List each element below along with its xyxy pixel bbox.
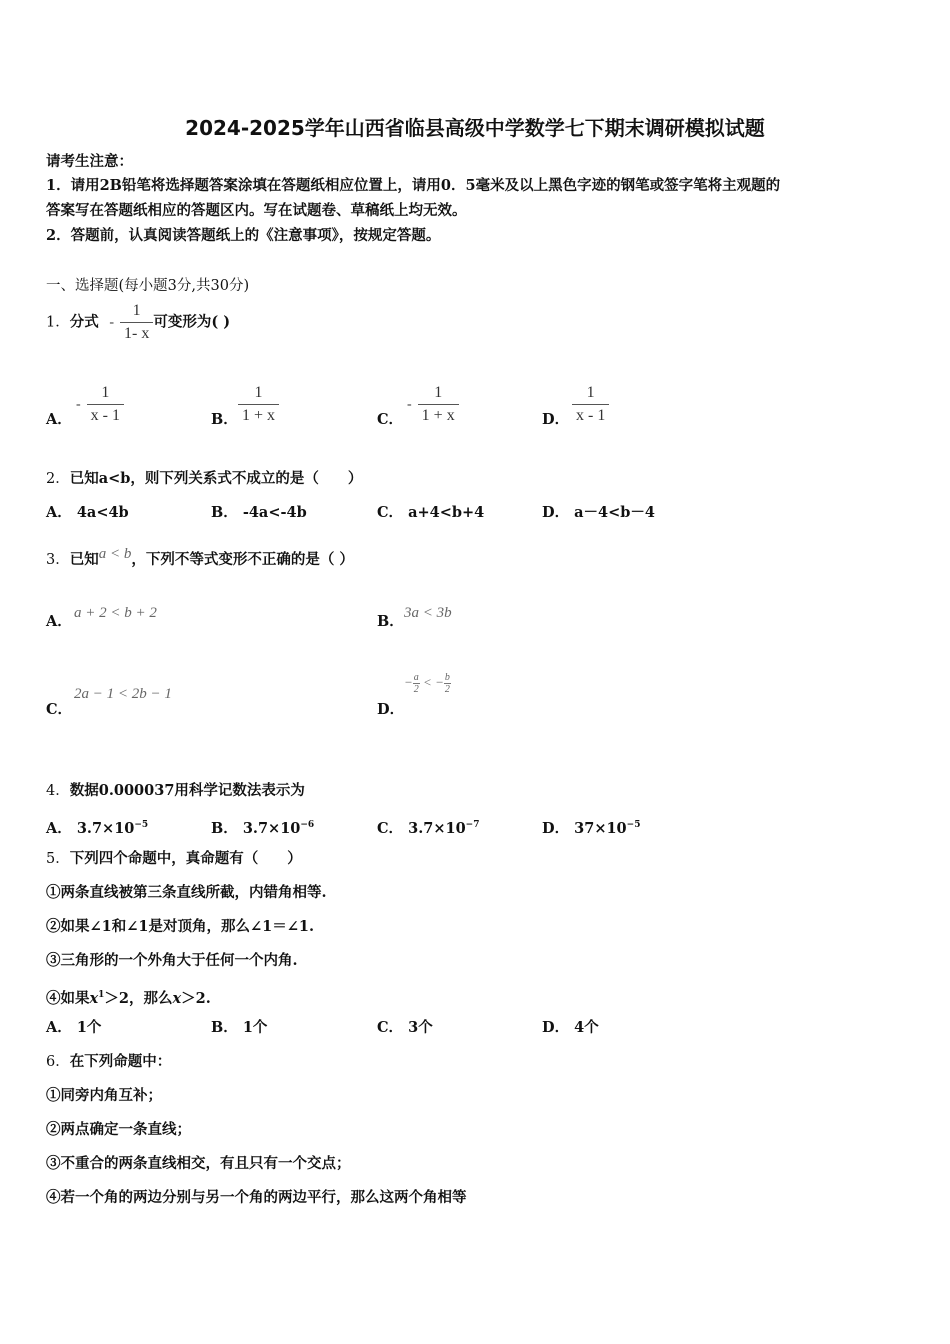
q4-option-b[interactable]: B． $3.7\times 10^{-6}$ [211, 819, 315, 837]
q6-statement-1: ①同旁内角互补； [46, 1087, 162, 1104]
q1-option-b-label[interactable]: B． [211, 411, 238, 428]
q1-option-b: $\frac{1}{1 + x}$ [238, 384, 279, 425]
q1-option-c: - $\frac{1}{1 + x}$ [407, 384, 459, 425]
q6-statement-3: ③不重合的两条直线相交，有且只有一个交点； [46, 1155, 351, 1172]
q1-option-d-label[interactable]: D． [542, 411, 570, 428]
q3-option-b-label[interactable]: B． [377, 613, 404, 630]
q5-option-b[interactable]: B． 1个 [211, 1019, 268, 1036]
q3-option-d-expr: − $\frac{a}{2}$ < − $\frac{b}{2}$ [404, 672, 450, 695]
q5-statement-4: ④如果$x^1>2$，那么x＞2. [46, 989, 211, 1007]
q4-option-a[interactable]: A． $3.7\times 10^{-5}$ [46, 819, 149, 837]
q6-statement-2: ②两点确定一条直线； [46, 1121, 191, 1138]
q6-statement-4: ④若一个角的两边分别与另一个角的两边平行，那么这两个角相等 [46, 1189, 467, 1206]
notice-heading: 请考生注意： [46, 153, 133, 170]
q3-option-b-expr: 3a < 3b [404, 605, 452, 621]
condition-expr: a < b [98, 546, 132, 562]
question-1 [46, 302, 230, 343]
notice-line-3: 2．答题前，认真阅读答题纸上的《注意事项》，按规定答题。 [46, 227, 441, 244]
section-heading: 一、选择题(每小题3分,共30分) [46, 278, 250, 294]
question-text: 分式 [69, 313, 99, 331]
question-5: 5．下列四个命题中，真命题有（ ） [46, 850, 302, 867]
q2-option-a[interactable]: A． 4a<4b [46, 504, 129, 521]
q1-option-d: $\frac{1}{x - 1}$ [572, 384, 609, 425]
question-3: 3．已知a < b，下列不等式变形不正确的是（ ） [46, 546, 354, 568]
question-2: 2．已知a<b，则下列关系式不成立的是（ ） [46, 470, 363, 487]
notice-line-2: 答案写在答题纸相应的答题区内。写在试题卷、草稿纸上均无效。 [46, 202, 467, 219]
q5-statement-3: ③三角形的一个外角大于任何一个内角. [46, 952, 298, 969]
question-6: 6．在下列命题中： [46, 1053, 172, 1070]
q3-option-a-expr: a + 2 < b + 2 [74, 605, 157, 621]
q1-option-c-label[interactable]: C． [377, 411, 404, 428]
fraction: $\frac{1}{1- x}$ [120, 302, 153, 343]
q5-option-d[interactable]: D． 4个 [542, 1019, 599, 1036]
q1-option-a-label[interactable]: A． [46, 411, 72, 428]
negative-sign: - [109, 314, 115, 330]
q3-option-a-label[interactable]: A． [46, 613, 72, 630]
q5-statement-1: ①两条直线被第三条直线所截，内错角相等. [46, 884, 327, 901]
q5-statement-2: ②如果∠1和∠1是对顶角，那么∠1＝∠1. [46, 918, 315, 935]
question-number: 1． [46, 314, 70, 331]
q5-option-c[interactable]: C． 3个 [377, 1019, 433, 1036]
page-title: 2024-2025学年山西省临县高级中学数学七下期末调研模拟试题 [185, 116, 765, 140]
q1-option-a: - $\frac{1}{x - 1}$ [76, 384, 124, 425]
question-text-end: 可变形为( ) [153, 313, 231, 331]
q2-option-d[interactable]: D． a－4<b－4 [542, 504, 656, 521]
q2-option-c[interactable]: C． a+4<b+4 [377, 504, 485, 521]
question-4: 4．数据0.000037用科学记数法表示为 [46, 782, 305, 799]
q4-option-d[interactable]: D． $37\times 10^{-5}$ [542, 819, 641, 837]
q3-option-c-expr: 2a − 1 < 2b − 1 [74, 686, 172, 702]
q4-option-c[interactable]: C． $3.7\times 10^{-7}$ [377, 819, 480, 837]
q3-option-c-label[interactable]: C． [46, 701, 73, 718]
q2-option-b[interactable]: B． -4a<-4b [211, 504, 307, 521]
q5-option-a[interactable]: A． 1个 [46, 1019, 102, 1036]
q3-option-d-label[interactable]: D． [377, 701, 405, 718]
notice-line-1: 1．请用2B铅笔将选择题答案涂填在答题纸相应位置上，请用0．5毫米及以上黑色字迹的钢笔或签字笔将主观题的 [46, 177, 781, 194]
